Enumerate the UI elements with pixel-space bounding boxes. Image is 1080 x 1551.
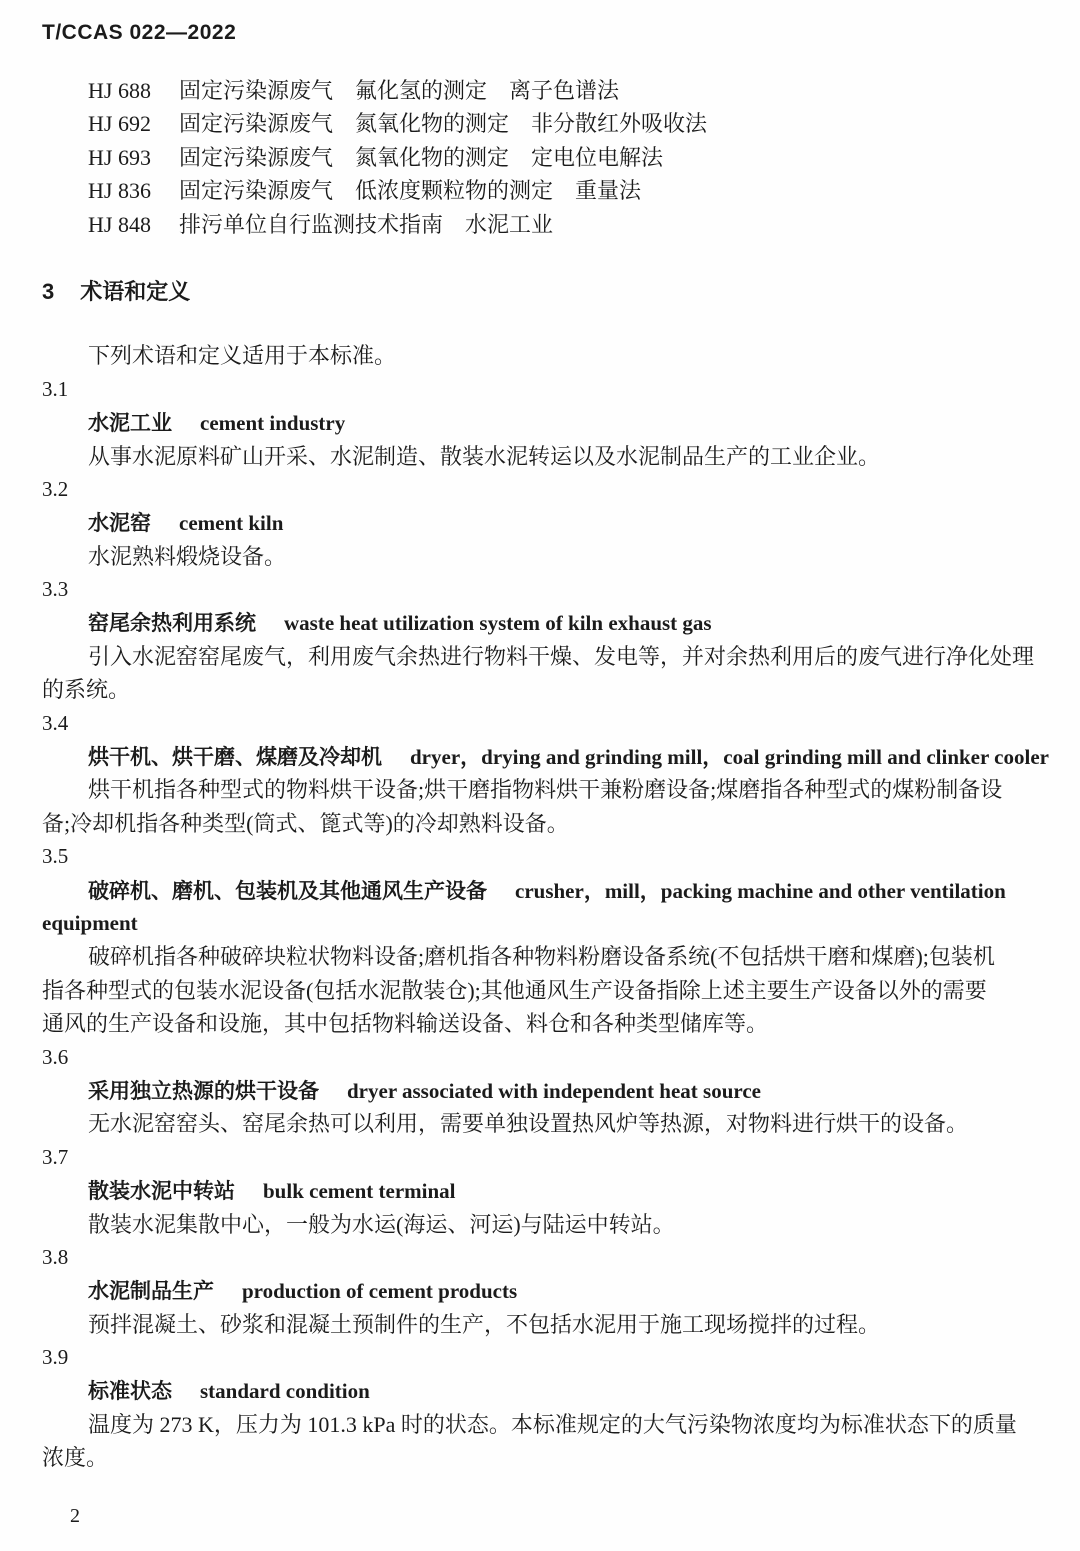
term-definition-line: 散装水泥集散中心，一般为水运(海运、河运)与陆运中转站。 [88, 1211, 675, 1237]
term-en: dryer，drying and grinding mill，coal grinding mill and clinker cooler [410, 745, 1049, 770]
term-definition-line: 的系统。 [42, 677, 131, 703]
term-en: dryer associated with independent heat source [347, 1078, 761, 1103]
term-en: waste heat utilization system of kiln exhaust gas [284, 611, 712, 636]
reference-text: 固定污染源废气 氮氧化物的测定 定电位电解法 [178, 144, 663, 170]
term-3-2 [42, 473, 1080, 573]
term-3-4 [42, 707, 1080, 841]
term-definition-line: 预拌混凝土、砂浆和混凝土预制件的生产，不包括水泥用于施工现场搅拌的过程。 [88, 1311, 881, 1337]
term-zh: 水泥工业 [88, 412, 172, 436]
term-number: 3.4 [42, 710, 69, 735]
term-zh: 烘干机、烘干磨、煤磨及冷却机 [88, 746, 382, 770]
term-heading [42, 1174, 1080, 1207]
term-definition-line: 破碎机指各种破碎块粒状物料设备;磨机指各种物料粉磨设备系统(不包括烘干磨和煤磨);包装机 [88, 944, 995, 970]
term-zh: 窑尾余热利用系统 [88, 612, 256, 636]
reference-code: HJ 848 [88, 211, 151, 237]
reference-text: 固定污染源废气 低浓度颗粒物的测定 重量法 [178, 178, 641, 204]
term-number: 3.3 [42, 577, 69, 602]
reference-item [42, 141, 1080, 174]
term-number: 3.2 [42, 476, 69, 501]
section-title: 术语和定义 [80, 278, 191, 304]
term-definition-line: 备;冷却机指各种类型(筒式、篦式等)的冷却熟料设备。 [42, 810, 569, 836]
term-en: cement industry [200, 411, 346, 436]
section-heading [42, 275, 1080, 308]
term-en: crusher，mill，packing machine and other ventilation [515, 878, 1006, 903]
term-3-5 [42, 840, 1080, 1040]
intro-paragraph: 下列术语和定义适用于本标准。 [88, 343, 397, 369]
term-3-8 [42, 1241, 1080, 1341]
term-en: cement kiln [179, 511, 284, 536]
section-number: 3 [42, 278, 55, 304]
document-code: T/CCAS 022—2022 [42, 21, 237, 44]
reference-item [42, 107, 1080, 140]
reference-text: 固定污染源废气 氮氧化物的测定 非分散红外吸收法 [178, 111, 707, 137]
term-definition-line: 指各种型式的包装水泥设备(包括水泥散装仓);其他通风生产设备指除上述主要生产设备以外的需要 [42, 977, 987, 1003]
term-3-7 [42, 1141, 1080, 1241]
references-list [42, 74, 1080, 241]
term-number: 3.9 [42, 1345, 69, 1370]
term-en: bulk cement terminal [263, 1179, 456, 1204]
term-zh: 破碎机、磨机、包装机及其他通风生产设备 [88, 879, 487, 903]
term-definition-line: 引入水泥窑窑尾废气，利用废气余热进行物料干燥、发电等，并对余热利用后的废气进行净化处理 [88, 643, 1035, 669]
term-heading [42, 874, 1080, 907]
reference-code: HJ 692 [88, 111, 151, 137]
term-definition-line: 通风的生产设备和设施，其中包括物料输送设备、料仓和各种类型储库等。 [42, 1011, 769, 1037]
term-heading [42, 606, 1080, 639]
term-heading [42, 406, 1080, 439]
reference-text: 固定污染源废气 氟化氢的测定 离子色谱法 [178, 78, 619, 103]
term-number: 3.5 [42, 844, 69, 869]
term-definition-line: 烘干机指各种型式的物料烘干设备;烘干磨指物料烘干兼粉磨设备;煤磨指各种型式的煤粉制备设 [88, 777, 1003, 803]
term-en: standard condition [200, 1379, 370, 1404]
term-heading [42, 740, 1080, 773]
term-3-3 [42, 573, 1080, 707]
term-heading [42, 1074, 1080, 1107]
reference-item [42, 174, 1080, 207]
term-zh: 散装水泥中转站 [88, 1180, 235, 1204]
term-number: 3.6 [42, 1044, 69, 1069]
reference-code: HJ 693 [88, 144, 151, 170]
term-zh: 标准状态 [88, 1380, 172, 1404]
reference-text: 排污单位自行监测技术指南 水泥工业 [178, 211, 553, 237]
term-number: 3.1 [42, 376, 69, 401]
term-zh: 水泥窑 [88, 512, 151, 536]
term-en-continuation: equipment [42, 910, 138, 935]
term-definition-line: 温度为 273 K，压力为 101.3 kPa 时的状态。本标准规定的大气污染物浓度均为标准状态下的质量 [88, 1411, 1017, 1437]
term-3-6 [42, 1041, 1080, 1141]
reference-code: HJ 688 [88, 78, 151, 103]
term-zh: 水泥制品生产 [88, 1280, 214, 1304]
term-definition-line: 无水泥窑窑头、窑尾余热可以利用，需要单独设置热风炉等热源，对物料进行烘干的设备。 [88, 1111, 969, 1137]
term-en: production of cement products [242, 1279, 518, 1304]
reference-code: HJ 836 [88, 178, 151, 204]
term-definition-line: 水泥熟料煅烧设备。 [88, 543, 287, 569]
term-zh: 采用独立热源的烘干设备 [88, 1079, 319, 1103]
term-heading [42, 1374, 1080, 1407]
term-3-9 [42, 1341, 1080, 1475]
reference-item [42, 208, 1080, 241]
term-heading [42, 506, 1080, 539]
reference-item [42, 74, 1080, 107]
page-number: 2 [70, 1505, 80, 1527]
term-definition-line: 浓度。 [42, 1445, 109, 1471]
term-definition-line: 从事水泥原料矿山开采、水泥制造、散装水泥转运以及水泥制品生产的工业企业。 [88, 443, 881, 469]
term-number: 3.7 [42, 1144, 69, 1169]
term-heading [42, 1274, 1080, 1307]
term-number: 3.8 [42, 1244, 69, 1269]
term-3-1 [42, 373, 1080, 473]
